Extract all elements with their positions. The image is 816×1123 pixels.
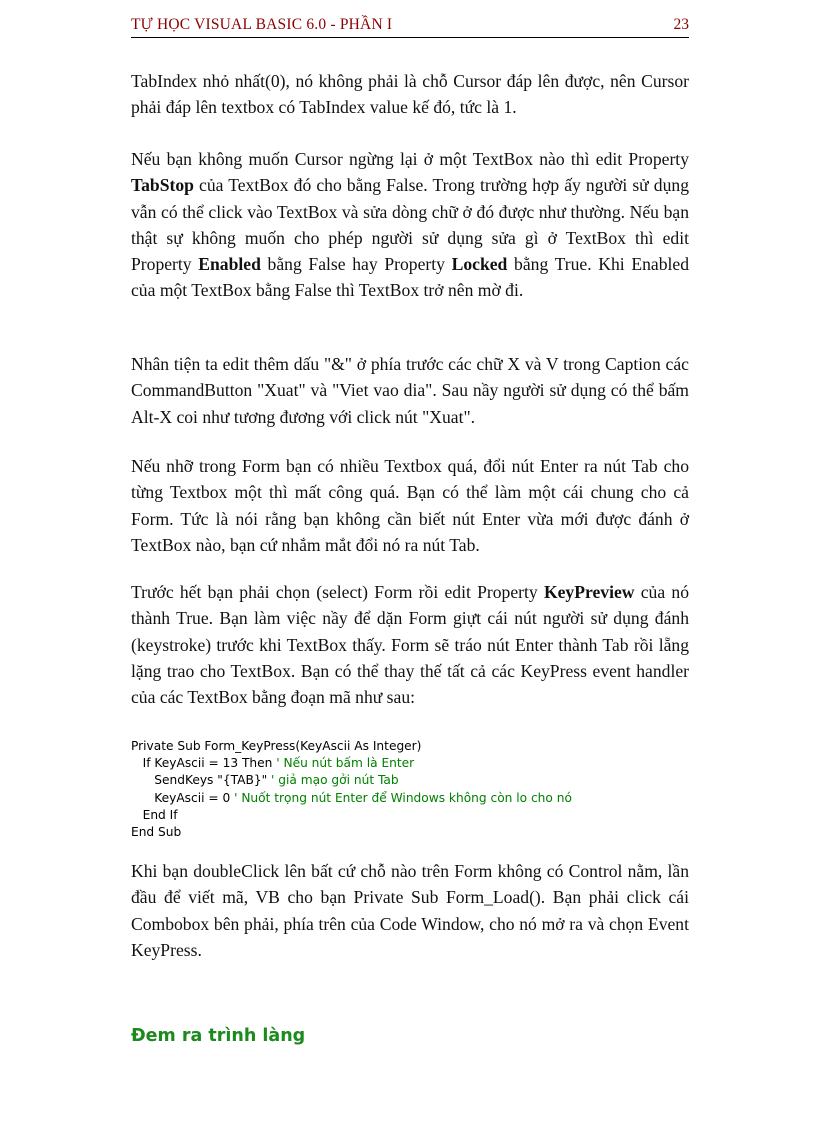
code-text: KeyAscii = 0 bbox=[131, 790, 231, 805]
code-comment: ' giả mạo gởi nút Tab bbox=[267, 773, 399, 788]
p5-text-a: Trước hết bạn phải chọn (select) Form rồi edit Property bbox=[131, 582, 544, 602]
code-line bbox=[131, 807, 691, 824]
paragraph-enter-tab: Nếu nhỡ trong Form bạn có nhiều Textbox quá, đổi nút Enter ra nút Tab cho từng Textbox một thì mất công quá. Bạn có thể làm một cái chung cho cả Form. Tức là nói rằng bạn không cần biết nút Enter vừa mới được đánh ở TextBox nào, bạn cứ nhắm mắt đổi nó ra nút Tab. bbox=[131, 456, 689, 555]
p2-text-d: bằng False hay Property bbox=[260, 254, 452, 275]
code-text: If KeyAscii = 13 Then bbox=[131, 756, 273, 771]
p2-bold-locked: Locked bbox=[451, 254, 508, 275]
paragraph-tabindex: TabIndex nhỏ nhất(0), nó không phải là chỗ Cursor đáp lên được, nên Cursor phải đáp lên textbox có TabIndex value kế đó, tức là 1. bbox=[131, 71, 689, 118]
page-number: 23 bbox=[673, 16, 689, 33]
code-line bbox=[131, 772, 691, 789]
p2-bold-enabled: Enabled bbox=[198, 254, 261, 275]
paragraph-tabstop bbox=[131, 146, 689, 304]
code-text: End If bbox=[131, 807, 178, 822]
p2-text-a: Nếu bạn không muốn Cursor ngừng lại ở một TextBox nào thì edit Property bbox=[131, 149, 689, 169]
code-line bbox=[131, 755, 691, 772]
code-text: Private Sub Form_KeyPress(KeyAscii As Integer) bbox=[131, 739, 422, 753]
code-line bbox=[131, 824, 691, 841]
paragraph-doubleclick: Khi bạn doubleClick lên bất cứ chỗ nào trên Form không có Control nằm, lần đầu để viết mã, VB cho bạn Private Sub Form_Load(). Bạn phải click cái Combobox bên phải, phía trên của Code Window, cho nó mở ra và chọn Event KeyPress. bbox=[131, 861, 689, 960]
p5-text-c: của nó thành True. Bạn làm việc nầy để dặn Form giựt cái nút người sử dụng đánh (keystroke) trước khi TextBox thấy. Form sẽ tráo nút Enter thành Tab rồi lẵng lặng trao cho TextBox. Bạn có thể thay thế tất cả các KeyPress event handler của các TextBox bằng đoạn mã như sau: bbox=[131, 582, 689, 708]
p2-text-c: của TextBox đó cho bằng False. Trong trường hợp ấy người sử dụng vẫn có thể click vào TextBox và sửa dòng chữ ở đó được như thường. Nếu bạn thật sự không muốn cho phép người sử dụng sửa gì ở TextBox thì edit Property bbox=[131, 175, 689, 275]
code-comment: ' Nuốt trọng nút Enter để Windows không còn lo cho nó bbox=[230, 790, 572, 805]
page-header bbox=[131, 15, 689, 38]
code-text: End Sub bbox=[131, 824, 182, 839]
code-block bbox=[131, 738, 691, 841]
code-line bbox=[131, 790, 691, 807]
p2-text-e: bằng True. Khi Enabled của một TextBox bằng False thì TextBox trở nên mờ đi. bbox=[131, 254, 689, 301]
p5-bold-keypreview: KeyPreview bbox=[543, 582, 635, 602]
code-text: SendKeys "{TAB}" bbox=[131, 773, 268, 788]
paragraph-ampersand: Nhân tiện ta edit thêm dấu "&" ở phía trước các chữ X và V trong Caption các CommandButton "Xuat" và "Viet vao dia". Sau nầy người sử dụng có thể bấm Alt-X coi như tương đương với click nút "Xuat". bbox=[131, 354, 689, 427]
code-comment: ' Nếu nút bấm là Enter bbox=[272, 756, 415, 771]
paragraph-keypreview bbox=[131, 579, 689, 710]
section-title: Đem ra trình làng bbox=[131, 1026, 306, 1046]
code-line bbox=[131, 738, 691, 755]
header-title: TỰ HỌC VISUAL BASIC 6.0 - PHẦN I bbox=[131, 16, 393, 33]
p2-bold-tabstop: TabStop bbox=[131, 175, 194, 196]
